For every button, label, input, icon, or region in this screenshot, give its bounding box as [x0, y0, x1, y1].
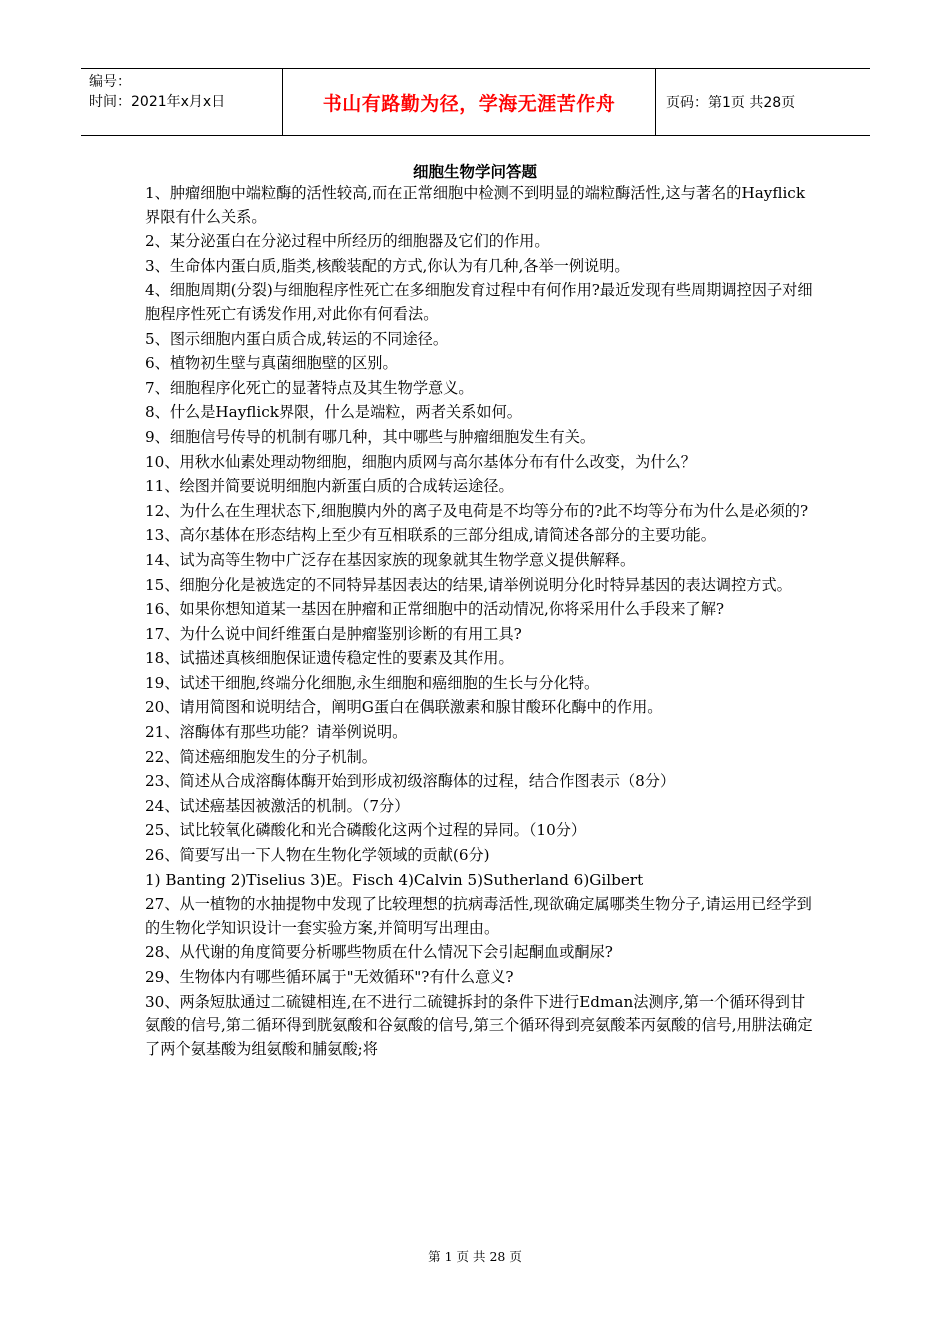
question-item: 17、为什么说中间纤维蛋白是肿瘤鉴别诊断的有用工具? — [145, 624, 522, 643]
document-date: 时间：2021年x月x日 — [89, 94, 226, 110]
question-item: 12、为什么在生理状态下,细胞膜内外的离子及电荷是不均等分布的?此不均等分布为什么是必须的? — [145, 501, 809, 520]
question-item: 2、某分泌蛋白在分泌过程中所经历的细胞器及它们的作用。 — [145, 232, 550, 251]
question-item: 23、简述从合成溶酶体酶开始到形成初级溶酶体的过程，结合作图表示（8分） — [145, 772, 676, 791]
document-number: 编号： — [89, 74, 131, 90]
question-item: 30、两条短肽通过二硫键相连,在不进行二硫键拆封的条件下进行Edman法测序,第一个循环得到甘氨酸的信号,第二循环得到胱氨酸和谷氨酸的信号,第三个循环得到亮氨酸苯丙氨酸的信号,用肼法确定了两个氨基酸为组氨酸和脯氨酸;将 — [145, 992, 813, 1058]
question-item: 11、绘图并简要说明细胞内新蛋白质的合成转运途径。 — [145, 477, 514, 496]
document-title: 细胞生物学问答题 — [412, 163, 537, 181]
question-item: 7、细胞程序化死亡的显著特点及其生物学意义。 — [145, 378, 474, 397]
page-footer: 第 1 页 共 28 页 — [428, 1249, 522, 1264]
header-page-number: 页码：第1页 共28页 — [666, 95, 796, 111]
question-item: 22、简述癌细胞发生的分子机制。 — [145, 747, 377, 766]
question-item: 20、请用简图和说明结合，阐明G蛋白在偶联激素和腺甘酸环化酶中的作用。 — [145, 698, 663, 717]
question-item: 3、生命体内蛋白质,脂类,核酸装配的方式,你认为有几种,各举一例说明。 — [145, 256, 630, 275]
question-item: 21、溶酶体有那些功能？请举例说明。 — [145, 723, 408, 742]
question-item: 27、从一植物的水抽提物中发现了比较理想的抗病毒活性,现欲确定属哪类生物分子,请运用已经学到的生物化学知识设计一套实验方案,并简明写出理由。 — [145, 895, 812, 937]
question-item: 6、植物初生壁与真菌细胞壁的区别。 — [145, 354, 398, 373]
question-item: 13、高尔基体在形态结构上至少有互相联系的三部分组成,请简述各部分的主要功能。 — [145, 526, 716, 545]
header-motto: 书山有路勤为径，学海无涯苦作舟 — [283, 69, 656, 135]
question-item: 14、试为高等生物中广泛存在基因家族的现象就其生物学意义提供解释。 — [145, 550, 636, 569]
question-item: 1) Banting 2)Tiselius 3)E。Fisch 4)Calvin 5)Sutherland 6)Gilbert — [145, 870, 644, 889]
question-item: 19、试述干细胞,终端分化细胞,永生细胞和癌细胞的生长与分化特。 — [145, 673, 600, 692]
question-item: 24、试述癌基因被激活的机制。（7分） — [145, 796, 410, 815]
question-item: 29、生物体内有哪些循环属于"无效循环"?有什么意义? — [145, 968, 514, 986]
question-item: 4、细胞周期(分裂)与细胞程序性死亡在多细胞发育过程中有何作用?最近发现有些周期调控因子对细胞程序性死亡有诱发作用,对此你有何看法。 — [145, 281, 813, 323]
question-item: 9、细胞信号传导的机制有哪几种，其中哪些与肿瘤细胞发生有关。 — [145, 427, 596, 446]
question-item: 8、什么是Hayflick界限，什么是端粒，两者关系如何。 — [145, 403, 522, 422]
question-item: 1、肿瘤细胞中端粒酶的活性较高,而在正常细胞中检测不到明显的端粒酶活性,这与著名的Hayflick界限有什么关系。 — [145, 184, 806, 226]
question-item: 26、简要写出一下人物在生物化学领域的贡献(6分) — [145, 846, 490, 865]
question-item: 28、从代谢的角度简要分析哪些物质在什么情况下会引起酮血或酮尿? — [145, 943, 613, 962]
question-item: 10、用秋水仙素处理动物细胞，细胞内质网与高尔基体分布有什么改变，为什么？ — [145, 452, 696, 471]
question-item: 18、试描述真核细胞保证遗传稳定性的要素及其作用。 — [145, 649, 514, 668]
question-item: 16、如果你想知道某一基因在肿瘤和正常细胞中的活动情况,你将采用什么手段来了解? — [145, 600, 725, 619]
question-list — [145, 182, 813, 1062]
header-meta — [81, 69, 283, 135]
question-item: 25、试比较氧化磷酸化和光合磷酸化这两个过程的异同。（10分） — [145, 821, 587, 840]
page-header — [81, 68, 870, 136]
question-item: 5、图示细胞内蛋白质合成,转运的不同途径。 — [145, 329, 449, 348]
question-item: 15、细胞分化是被选定的不同特异基因表达的结果,请举例说明分化时特异基因的表达调控方式。 — [145, 575, 792, 594]
